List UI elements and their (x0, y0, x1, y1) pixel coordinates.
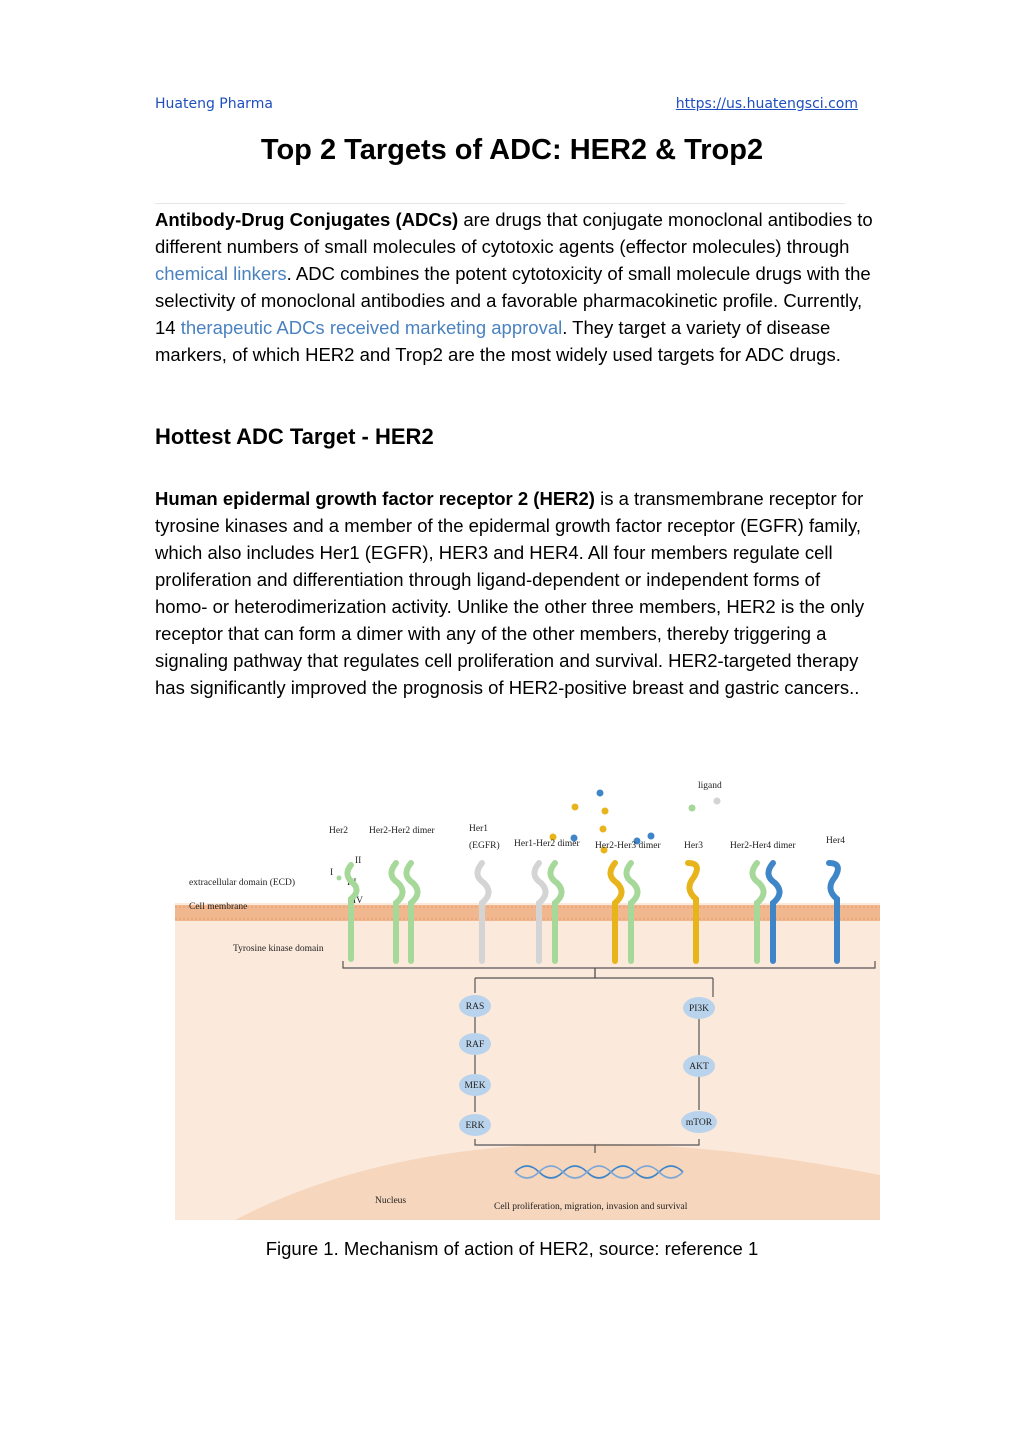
outcome-label: Cell proliferation, migration, invasion and survival (494, 1202, 688, 1212)
label-her3: Her3 (684, 841, 703, 851)
her2-text: is a transmembrane receptor for tyrosine kinases and a member of the epidermal growth factor receptor (EGFR) family, which also includes Her1 (EGFR), HER3 and HER4. All four members regulate cell proliferation and differentiation through ligand-dependent or independent forms of homo- or heterodimerization activity. Unlike the other three members, HER2 is the only receptor that can form a dimer with any of the other members, thereby triggering a signaling pathway that regulates cell proliferation and survival. HER2-targeted therapy has significantly improved the prognosis of HER2-positive breast and gastric cancers.. (155, 488, 865, 698)
intro-text-2: . ADC combines the potent cytotoxicity of small molecule drugs with the selectivity of monoclonal antibodies and a favorable pharmacokinetic profile. Currently, 14 (155, 263, 871, 338)
intro-text-3: . They target a variety of disease markers, of which HER2 and Trop2 are the most widely used targets for ADC drugs. (155, 317, 841, 365)
svg-text:AKT: AKT (689, 1062, 709, 1072)
her2-mechanism-figure (175, 775, 880, 1220)
membrane-label: Cell membrane (189, 902, 248, 912)
svg-text:RAF: RAF (465, 1040, 485, 1050)
label-her2: Her2 (329, 826, 348, 836)
label-her1-her2-dimer: Her1-Her2 dimer (514, 839, 580, 849)
header-url-link[interactable]: https://us.huatengsci.com (675, 96, 858, 112)
label-her1: Her1 (469, 824, 488, 834)
domain-iii: III (347, 878, 357, 888)
her2-paragraph (155, 485, 875, 701)
svg-text:mTOR: mTOR (685, 1118, 713, 1128)
tk-domain-label: Tyrosine kinase domain (233, 944, 324, 954)
label-her2-her3-dimer: Her2-Her3 dimer (595, 841, 661, 851)
nucleus-label: Nucleus (375, 1196, 407, 1206)
domain-iv: IV (353, 896, 364, 906)
approved-adcs-link[interactable]: therapeutic ADCs received marketing approval (180, 317, 563, 338)
label-her4: Her4 (826, 836, 845, 846)
domain-i: I (330, 868, 334, 878)
her2-bold-term: Human epidermal growth factor receptor 2 (HER2) (155, 488, 595, 509)
label-her2-her2-dimer: Her2-Her2 dimer (369, 826, 435, 836)
svg-text:PI3K: PI3K (688, 1004, 710, 1014)
ligand-label: ligand (698, 781, 722, 791)
intro-bold-term: Antibody-Drug Conjugates (ADCs) (155, 209, 459, 230)
label-egfr: (EGFR) (469, 841, 500, 851)
figure-caption: Figure 1. Mechanism of action of HER2, source: reference 1 (265, 1238, 759, 1259)
svg-text:MEK: MEK (464, 1081, 486, 1091)
intro-text-1: are drugs that conjugate monoclonal antibodies to different numbers of small molecules of cytotoxic agents (effector molecules) through (155, 209, 873, 257)
svg-text:RAS: RAS (465, 1002, 485, 1012)
ecd-label: extracellular domain (ECD) (189, 878, 296, 888)
domain-ii: II (355, 856, 362, 866)
title-divider (155, 203, 845, 204)
intro-paragraph (155, 206, 875, 368)
section-heading: Hottest ADC Target - HER2 (155, 424, 434, 449)
chemical-linkers-link[interactable]: chemical linkers (155, 263, 287, 284)
header-company: Huateng Pharma (155, 96, 273, 112)
label-her2-her4-dimer: Her2-Her4 dimer (730, 841, 796, 851)
svg-text:ERK: ERK (465, 1121, 485, 1131)
page-title: Top 2 Targets of ADC: HER2 & Trop2 (260, 134, 764, 166)
